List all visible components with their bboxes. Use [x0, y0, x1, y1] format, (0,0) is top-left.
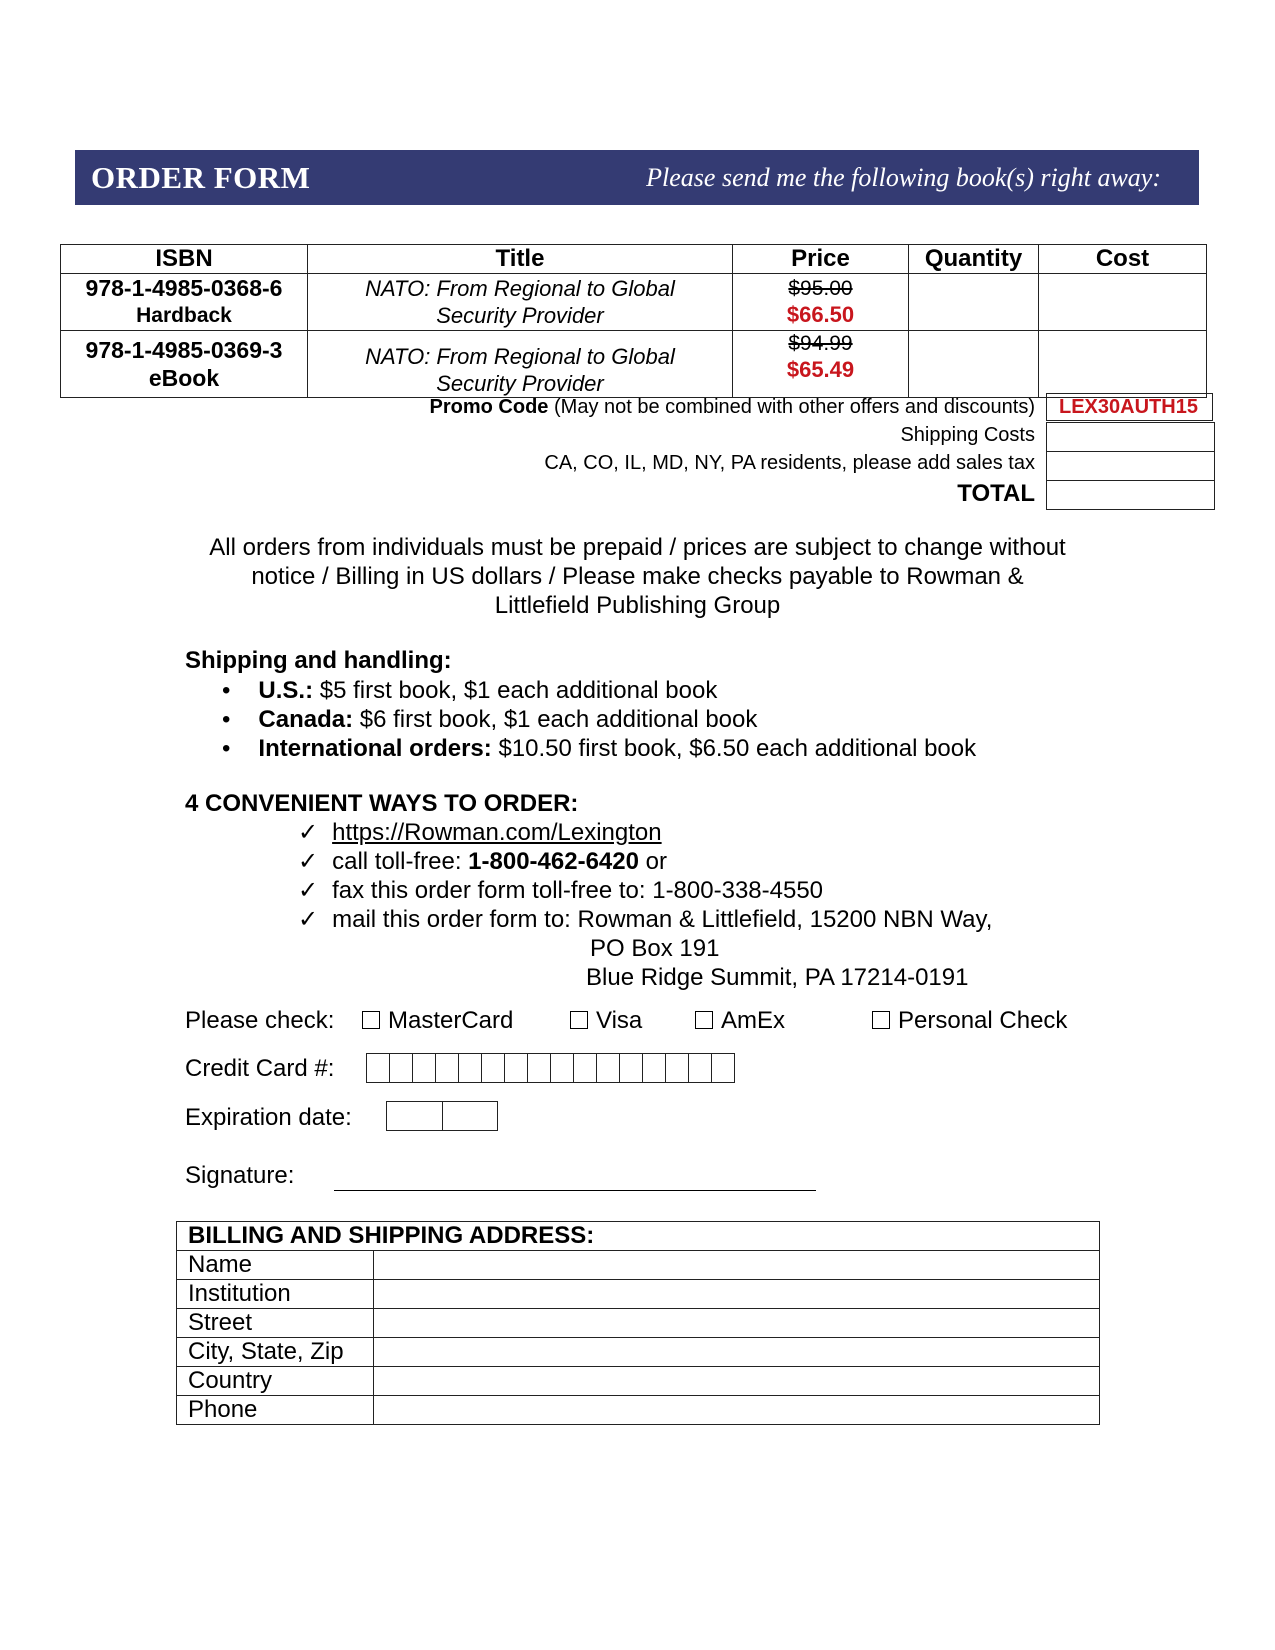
- quantity-input[interactable]: [909, 331, 1039, 398]
- shipping-costs-input[interactable]: [1046, 422, 1215, 452]
- phone-number: 1-800-462-6420: [468, 848, 639, 875]
- ways-list: [298, 818, 992, 934]
- header-banner: [75, 150, 1199, 205]
- shipping-costs-label: Shipping Costs: [900, 424, 1035, 446]
- order-table: [60, 244, 1207, 398]
- credit-card-input[interactable]: [366, 1053, 735, 1083]
- website-link[interactable]: https://Rowman.com/Lexington: [332, 819, 662, 846]
- option-label: MasterCard: [388, 1007, 514, 1034]
- price-cell: [733, 274, 909, 331]
- mastercard-option[interactable]: [362, 1006, 513, 1035]
- notice-line2: notice / Billing in US dollars / Please make checks payable to Rowman &: [251, 563, 1024, 590]
- field-label: City, State, Zip: [177, 1338, 374, 1367]
- promo-label: [430, 396, 1035, 419]
- price-cell: [733, 331, 909, 398]
- visa-option[interactable]: [570, 1006, 642, 1035]
- notice-line1: All orders from individuals must be prepaid / prices are subject to change without: [209, 534, 1066, 561]
- promo-label-bold: Promo Code: [429, 396, 549, 418]
- field-label: Institution: [177, 1280, 374, 1309]
- table-row: [177, 1280, 1100, 1309]
- old-price: $94.99: [788, 332, 853, 355]
- expiration-label: Expiration date:: [185, 1104, 352, 1131]
- total-label: TOTAL: [957, 480, 1035, 507]
- header-quantity: Quantity: [909, 245, 1039, 274]
- cost-input[interactable]: [1039, 274, 1207, 331]
- sales-tax-label: CA, CO, IL, MD, NY, PA residents, please add sales tax: [544, 452, 1035, 474]
- amex-option[interactable]: [695, 1006, 785, 1035]
- title-line1: NATO: From Regional to Global: [365, 344, 675, 369]
- shipping-rate: $5 first book, $1 each additional book: [313, 677, 718, 704]
- field-label: Name: [177, 1251, 374, 1280]
- checkbox-icon[interactable]: [695, 1011, 713, 1029]
- signature-label: Signature:: [185, 1162, 295, 1189]
- table-row: [61, 274, 1207, 331]
- checkbox-icon[interactable]: [362, 1011, 380, 1029]
- institution-input[interactable]: [374, 1280, 1100, 1309]
- expiration-input[interactable]: [386, 1101, 498, 1131]
- phone-input[interactable]: [374, 1396, 1100, 1425]
- call-prefix: call toll-free:: [332, 848, 469, 875]
- country-input[interactable]: [374, 1367, 1100, 1396]
- personal-check-option[interactable]: [872, 1006, 1067, 1035]
- sales-tax-input[interactable]: [1046, 451, 1215, 481]
- notice-line3: Littlefield Publishing Group: [494, 592, 781, 619]
- name-input[interactable]: [374, 1251, 1100, 1280]
- table-row: [177, 1309, 1100, 1338]
- mail-address-line3: Blue Ridge Summit, PA 17214-0191: [586, 964, 969, 991]
- check-mark-icon: ✓: [298, 819, 319, 846]
- bullet: •: [222, 677, 231, 704]
- header-isbn: ISBN: [61, 245, 308, 274]
- total-input[interactable]: [1046, 480, 1215, 510]
- title-line2: Security Provider: [436, 303, 604, 328]
- format: eBook: [148, 365, 220, 391]
- bullet: •: [222, 735, 231, 762]
- credit-card-label: Credit Card #:: [185, 1055, 335, 1082]
- call-suffix: or: [638, 848, 667, 875]
- header-title: Title: [308, 245, 733, 274]
- table-row: [177, 1396, 1100, 1425]
- isbn: 978-1-4985-0369-3: [85, 337, 283, 363]
- mail-address-line2: PO Box 191: [590, 935, 720, 962]
- signature-line[interactable]: [334, 1190, 816, 1191]
- field-label: Street: [177, 1309, 374, 1338]
- isbn-cell: [61, 331, 308, 398]
- bullet: •: [222, 706, 231, 733]
- title-line1: NATO: From Regional to Global: [365, 276, 675, 301]
- check-mark-icon: ✓: [298, 906, 319, 933]
- field-label: Country: [177, 1367, 374, 1396]
- quantity-input[interactable]: [909, 274, 1039, 331]
- promo-label-note: (May not be combined with other offers and discounts): [548, 396, 1035, 418]
- shipping-heading: Shipping and handling:: [185, 647, 452, 674]
- list-item: [222, 734, 976, 763]
- mail-info: mail this order form to: Rowman & Littlefield, 15200 NBN Way,: [332, 906, 993, 933]
- table-row: [61, 331, 1207, 398]
- shipping-list: [222, 676, 976, 763]
- please-check-label: Please check:: [185, 1007, 335, 1034]
- list-item: [298, 847, 992, 876]
- table-row: [177, 1338, 1100, 1367]
- form-title: ORDER FORM: [91, 160, 311, 195]
- list-item: [298, 905, 992, 934]
- shipping-rate: $10.50 first book, $6.50 each additional book: [491, 735, 977, 762]
- table-row: [177, 1251, 1100, 1280]
- list-item: [222, 705, 976, 734]
- shipping-region: International orders:: [258, 735, 492, 762]
- city-state-zip-input[interactable]: [374, 1338, 1100, 1367]
- title-cell: [308, 331, 733, 398]
- option-label: AmEx: [721, 1007, 786, 1034]
- format: Hardback: [136, 304, 232, 327]
- shipping-region: U.S.:: [258, 677, 314, 704]
- list-item: [298, 876, 992, 905]
- checkbox-icon[interactable]: [872, 1011, 890, 1029]
- ways-heading: 4 CONVENIENT WAYS TO ORDER:: [185, 790, 579, 817]
- title-cell: [308, 274, 733, 331]
- address-table: [176, 1221, 1100, 1425]
- checkbox-icon[interactable]: [570, 1011, 588, 1029]
- table-header-row: [61, 245, 1207, 274]
- field-label: Phone: [177, 1396, 374, 1425]
- address-heading: BILLING AND SHIPPING ADDRESS:: [177, 1222, 1100, 1251]
- shipping-rate: $6 first book, $1 each additional book: [353, 706, 758, 733]
- check-mark-icon: ✓: [298, 848, 319, 875]
- option-label: Visa: [596, 1007, 643, 1034]
- isbn-cell: [61, 274, 308, 331]
- list-item: [222, 676, 976, 705]
- table-row: [177, 1367, 1100, 1396]
- header-price: Price: [733, 245, 909, 274]
- option-label: Personal Check: [898, 1007, 1068, 1034]
- list-item: [298, 818, 992, 847]
- check-mark-icon: ✓: [298, 877, 319, 904]
- new-price: $65.49: [786, 357, 855, 382]
- shipping-region: Canada:: [258, 706, 354, 733]
- header-cost: Cost: [1039, 245, 1207, 274]
- street-input[interactable]: [374, 1309, 1100, 1338]
- fax-info: fax this order form toll-free to: 1-800-338-4550: [332, 877, 824, 904]
- title-line2: Security Provider: [436, 371, 604, 396]
- form-subtitle: Please send me the following book(s) right away:: [646, 163, 1161, 192]
- promo-code: LEX30AUTH15: [1046, 393, 1213, 421]
- new-price: $66.50: [786, 302, 855, 327]
- isbn: 978-1-4985-0368-6: [85, 275, 283, 301]
- old-price: $95.00: [788, 277, 853, 300]
- order-notice: [150, 533, 1125, 620]
- cost-input[interactable]: [1039, 331, 1207, 398]
